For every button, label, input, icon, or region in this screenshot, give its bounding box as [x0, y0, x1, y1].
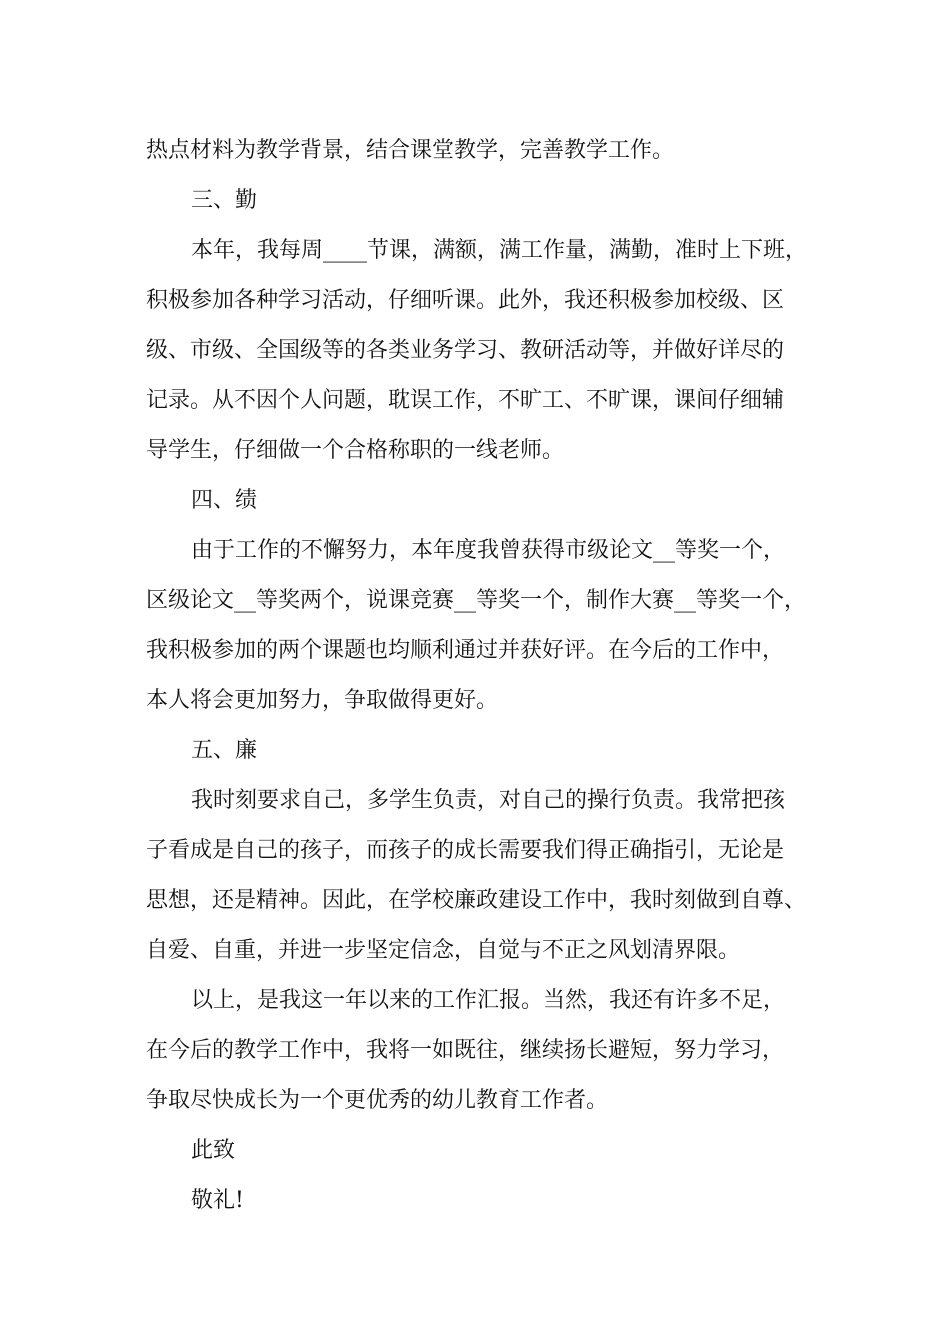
closing-regards: 敬礼!	[191, 1188, 244, 1213]
paragraph-line: 热点材料为教学背景，结合课堂教学，完善教学工作。	[146, 138, 675, 163]
paragraph-line: 级、市级、全国级等的各类业务学习、教研活动等，并做好详尽的	[146, 338, 785, 363]
paragraph-line: 在今后的教学工作中，我将一如既往，继续扬长避短，努力学习，	[146, 1038, 785, 1063]
paragraph-line: 记录。从不因个人问题，耽误工作，不旷工、不旷课，课间仔细辅	[146, 388, 785, 413]
paragraph-line: 积极参加各种学习活动，仔细听课。此外，我还积极参加校级、区	[146, 288, 785, 313]
paragraph-line: 争取尽快成长为一个更优秀的幼儿教育工作者。	[146, 1088, 609, 1113]
paragraph-line: 区级论文__等奖两个，说课竞赛__等奖一个，制作大赛__等奖一个，	[146, 588, 807, 613]
paragraph-line: 本人将会更加努力，争取做得更好。	[146, 688, 499, 713]
paragraph-line: 自爱、自重，并进一步坚定信念，自觉与不正之风划清界限。	[146, 938, 741, 963]
paragraph-line: 以上，是我这一年以来的工作汇报。当然，我还有许多不足，	[191, 988, 786, 1013]
paragraph-line: 导学生，仔细做一个合格称职的一线老师。	[146, 438, 565, 463]
section-heading-integrity: 五、廉	[191, 738, 258, 763]
paragraph-line: 由于工作的不懈努力，本年度我曾获得市级论文__等奖一个，	[191, 538, 786, 563]
paragraph-line: 我积极参加的两个课题也均顺利通过并获好评。在今后的工作中，	[146, 638, 785, 663]
paragraph-line: 子看成是自己的孩子，而孩子的成长需要我们得正确指引，无论是	[146, 838, 785, 863]
section-heading-diligence: 三、勤	[191, 188, 258, 213]
paragraph-line: 思想，还是精神。因此，在学校廉政建设工作中，我时刻做到自尊、	[146, 888, 807, 913]
paragraph-line: 我时刻要求自己，多学生负责，对自己的操行负责。我常把孩	[191, 788, 786, 813]
closing-salutation: 此致	[191, 1138, 236, 1163]
section-heading-achievement: 四、绩	[191, 488, 258, 513]
paragraph-line: 本年，我每周____节课，满额，满工作量，满勤，准时上下班，	[191, 238, 808, 263]
